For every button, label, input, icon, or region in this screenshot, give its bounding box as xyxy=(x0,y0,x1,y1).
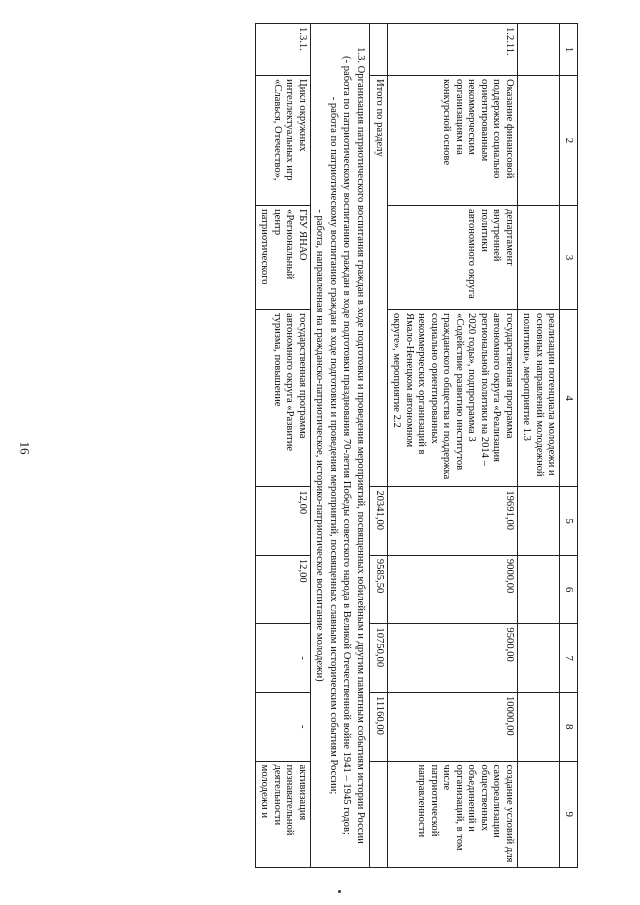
activity-cell: Оказание финансовой поддержки социально ориентированным некоммерческим организациям на конкурсной основе xyxy=(387,76,517,206)
table-row xyxy=(387,24,517,868)
amount-cell: 9500,00 xyxy=(387,624,517,693)
rotated-table-sheet xyxy=(40,23,578,868)
amount-cell: 19691,00 xyxy=(387,487,517,556)
amount-cell: 9000,00 xyxy=(387,555,517,624)
header-cell: 2 xyxy=(560,76,578,206)
section-row xyxy=(310,24,369,868)
item-number: 1.2.11. xyxy=(387,24,517,76)
executor-cell: департамент внутренней политики автономного округа xyxy=(387,206,517,310)
program-cell: государственная программа автономного округа «Реализация региональной политики на 2014 – 2020 годы», подпрограмма 3 «Содействие развитию институтов гражданского общества и поддержка социально ориентированных некоммерческих организаций в Ямало-Ненецком автономном округе», мероприятие 2.2 xyxy=(387,310,517,487)
total-amount: 9585,50 xyxy=(370,555,388,624)
table-row xyxy=(517,24,560,868)
section-title: 1.3. Организация патриотического воспитания граждан в ходе подготовки и проведения мероприятий, посвященных юбилейным и другим памятным событиям истории России xyxy=(355,47,367,844)
total-amount: 10750,00 xyxy=(370,624,388,693)
header-cell: 8 xyxy=(560,692,578,761)
total-row xyxy=(370,24,388,868)
program-cell: реализации потенциала молодежи и основных направлений молодежной политики», мероприятие 1.3 xyxy=(517,310,560,487)
section-note: - работа по патриотическому воспитанию граждан в ходе подготовки и проведения мероприятий, посвященных славным историческим событиям России; xyxy=(327,96,339,795)
amount-cell: - xyxy=(255,692,310,761)
header-cell: 3 xyxy=(560,206,578,310)
header-cell: 9 xyxy=(560,761,578,867)
executor-cell: ГБУ ЯНАО «Региональный центр патриотического xyxy=(255,206,310,310)
page-number: 16 xyxy=(17,441,33,455)
header-cell: 7 xyxy=(560,624,578,693)
header-cell: 6 xyxy=(560,555,578,624)
total-label: Итого по разделу xyxy=(370,76,388,487)
item-number: 1.3.1. xyxy=(255,24,310,76)
amount-cell: - xyxy=(255,624,310,693)
total-amount: 11160,00 xyxy=(370,692,388,761)
program-table xyxy=(255,23,578,868)
header-row xyxy=(560,24,578,868)
result-cell: создание условий для самореализации общественных объединений и организаций, в том числе патриотической направленности xyxy=(387,761,517,867)
scan-dot xyxy=(338,890,341,893)
program-cell: государственная программа автономного округа «Развитие туризма, повышение xyxy=(255,310,310,487)
total-amount: 20341,00 xyxy=(370,487,388,556)
amount-cell: 12,00 xyxy=(255,555,310,624)
amount-cell: 12,00 xyxy=(255,487,310,556)
activity-cell: Цикл окружных интеллектуальных игр «Славься, Отечество», xyxy=(255,76,310,206)
section-note: - работа, направленная на гражданско-патриотическое, историко-патриотическое воспитание молодежи) xyxy=(314,209,326,682)
result-cell: активизация познавательной деятельности молодежи и xyxy=(255,761,310,867)
header-cell: 1 xyxy=(560,24,578,76)
header-cell: 5 xyxy=(560,487,578,556)
table-row xyxy=(255,24,310,868)
amount-cell: 10000,00 xyxy=(387,692,517,761)
section-heading xyxy=(310,24,369,868)
header-cell: 4 xyxy=(560,310,578,487)
section-note: (- работа по патриотическому воспитанию граждан в ходе подготовки празднования 70-летия Победы советского народа в Великой Отечественной войне 1941 – 1945 годов; xyxy=(341,56,353,835)
